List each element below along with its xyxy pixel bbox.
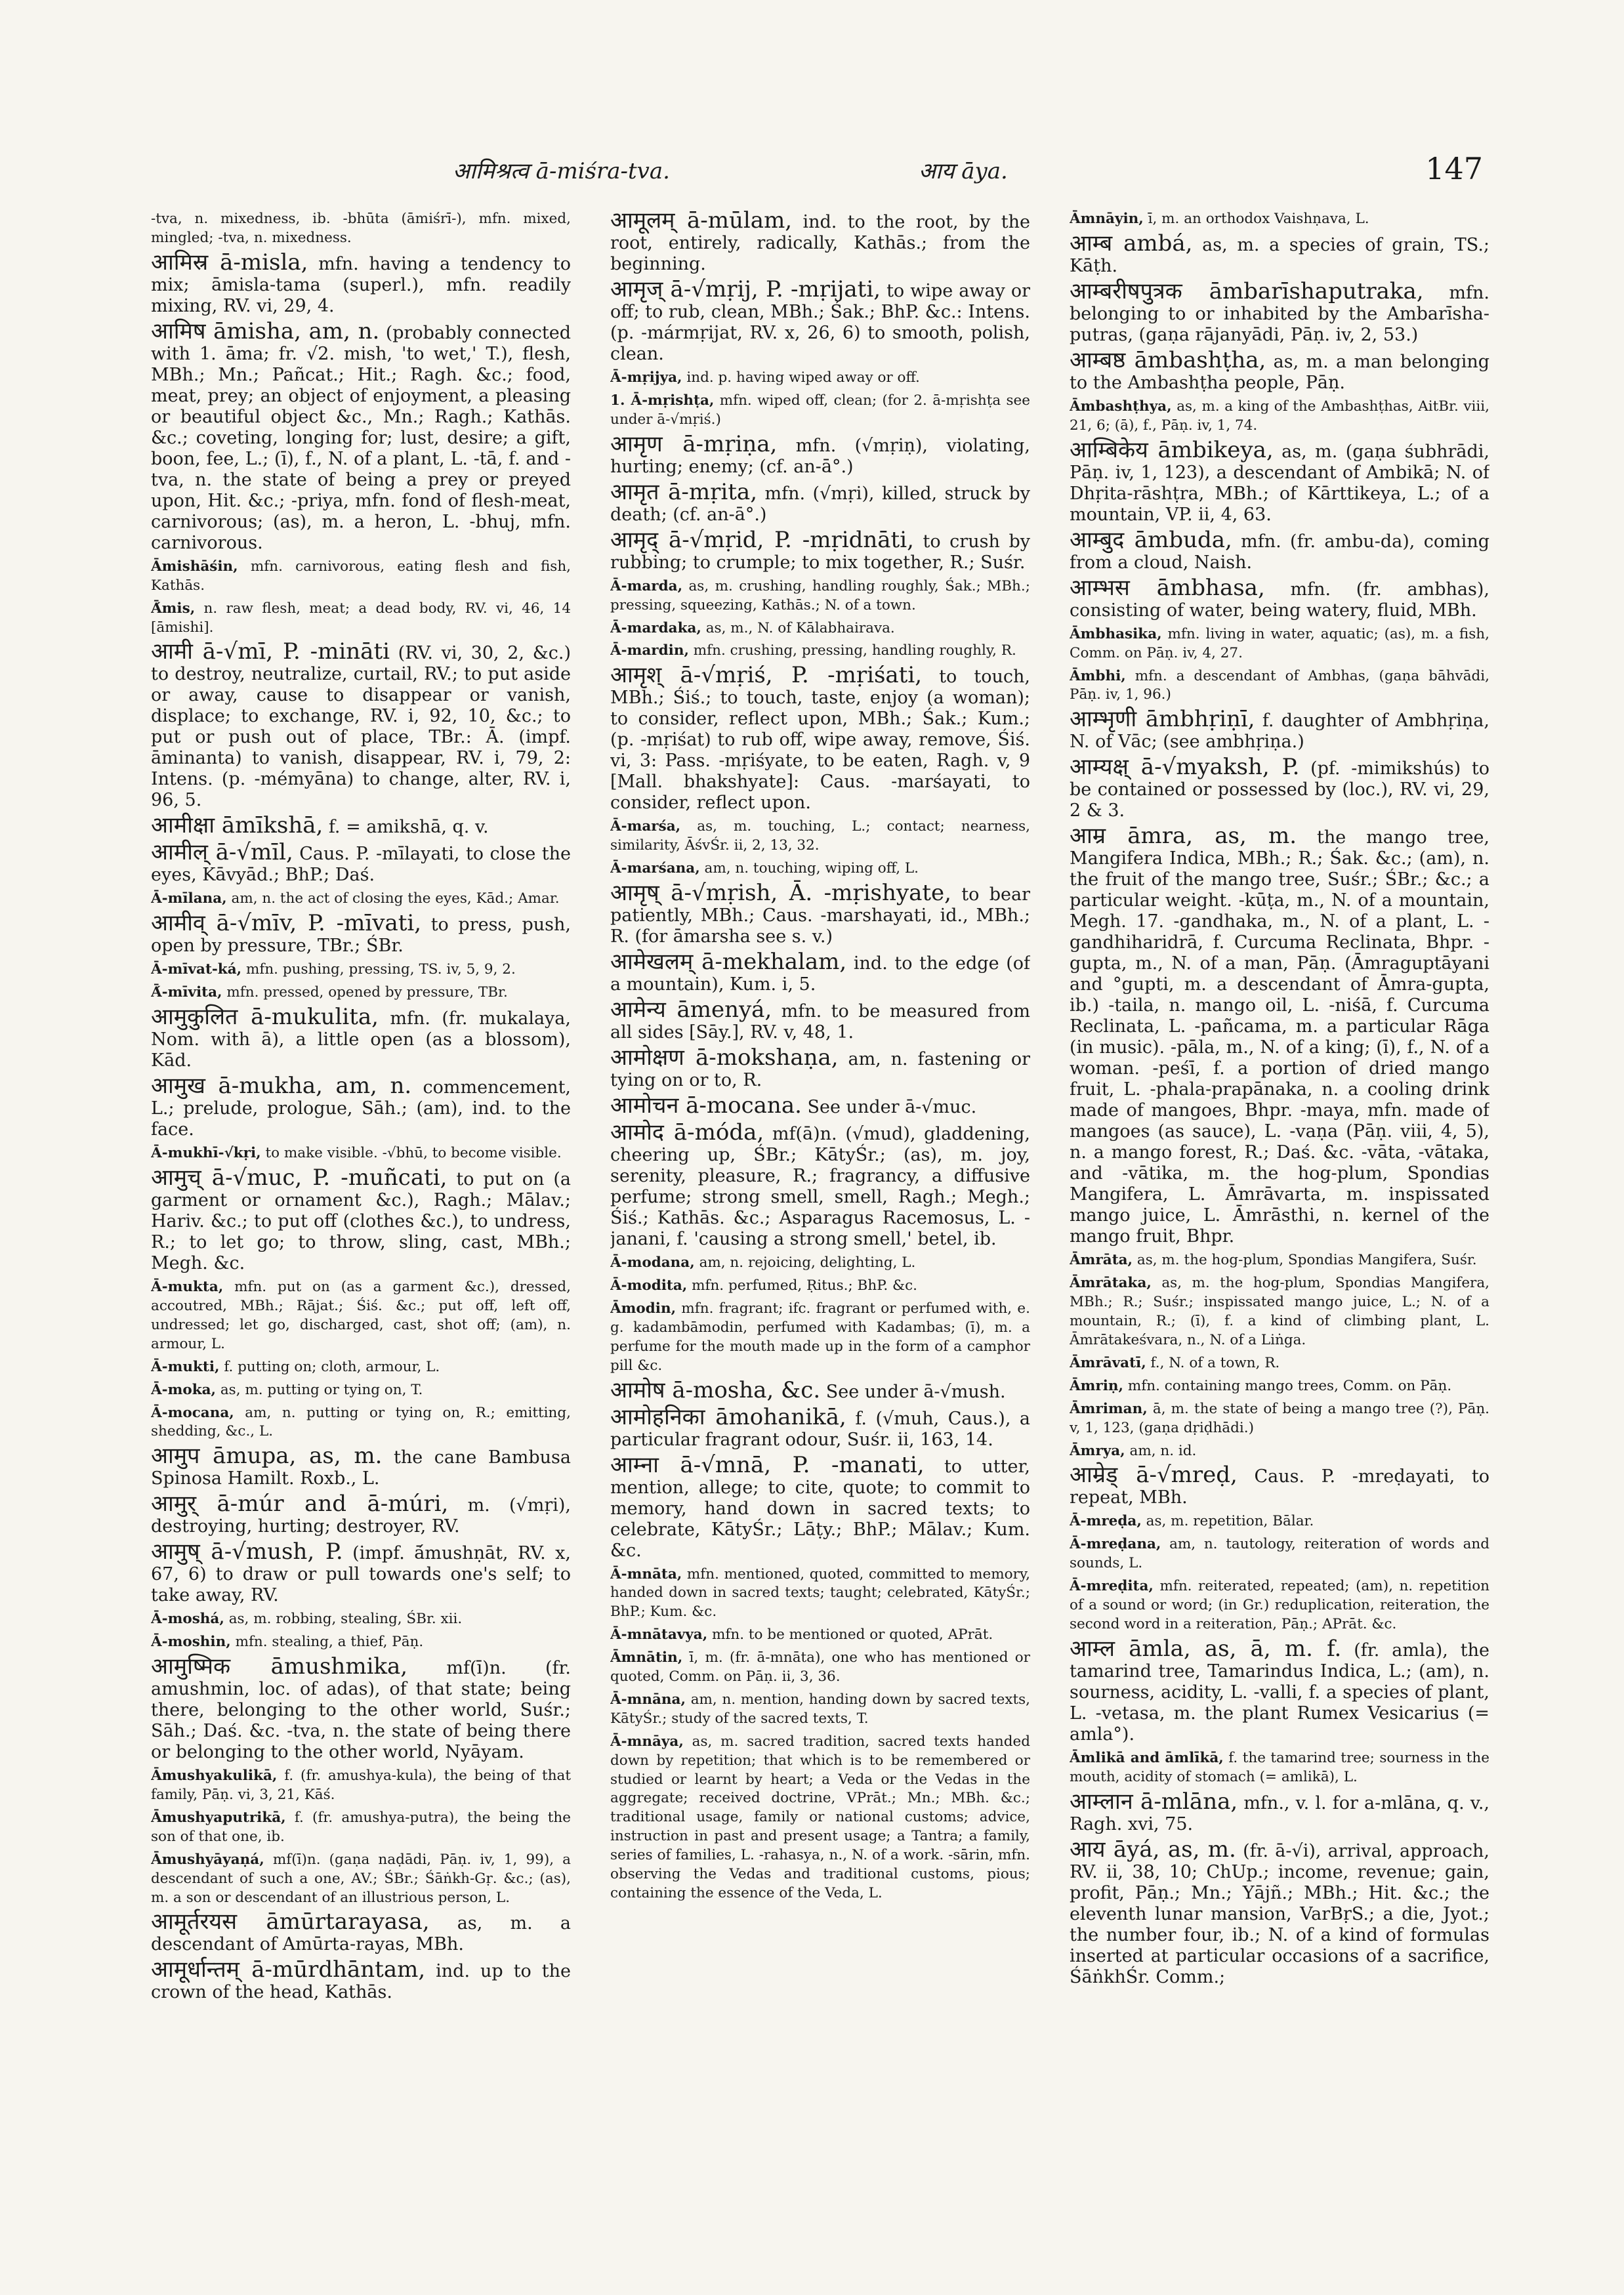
- entry-headword: Ā-mocana,: [151, 1404, 234, 1421]
- entry-headword: आमेन्य āmenyá,: [610, 997, 772, 1023]
- entry-definition: mfn. a descendant of Ambhas, (gaṇa bāhvādi, Pāṇ. iv, 1, 96.): [1070, 667, 1489, 703]
- entry-definition: n. raw flesh, meat; a dead body, RV. vi, 46, 14 [āmishi].: [151, 600, 571, 636]
- entry-headword: Āmushyaputrikā,: [151, 1809, 286, 1826]
- entry-headword: Āmushyāyaṇá,: [151, 1851, 264, 1868]
- dictionary-entry: [151, 812, 571, 839]
- entry-definition: to put on (a garment or ornament &c.), Ragh.; Mālav.; Hariv. &c.; to put off (clothes &c.), to undress, R.; to let go; to throw, sling, cast, MBh.; Megh. &c.: [151, 1169, 571, 1274]
- entry-headword: Ā-mukta,: [151, 1279, 224, 1296]
- entry-headword: आमोक्षण ā-mokshaṇa,: [610, 1044, 839, 1071]
- dictionary-entry: [610, 1300, 1030, 1376]
- entry-definition: am, n. the act of closing the eyes, Kād.; Amar.: [231, 890, 560, 907]
- entry-definition: ind. to the root, by the root, entirely, radically, Kathās.; from the beginning.: [610, 212, 1030, 274]
- dictionary-entry: [151, 839, 571, 886]
- dictionary-entry: [151, 961, 571, 980]
- dictionary-entry: [610, 1626, 1030, 1645]
- entry-definition: as, m. repetition, Bālar.: [1146, 1513, 1314, 1530]
- entry-definition: mfn. (fr. ambu-da), coming from a cloud, Naish.: [1070, 531, 1489, 573]
- entry-definition: am, n. tautology, reiteration of words and sounds, L.: [1070, 1536, 1489, 1572]
- entry-headword: आम्ब ambá,: [1070, 230, 1193, 257]
- dictionary-entry: [151, 558, 571, 596]
- entry-headword: Ā-moshá,: [151, 1611, 224, 1628]
- entry-headword: आम्भस āmbhasa,: [1070, 574, 1265, 601]
- entry-definition: (fr. ā-√i), arrival, approach, RV. ii, 38, 10; ChUp.; income, revenue; gain, profit, Pāṇ.; Mn.; Yājñ.; MBh.; Hit. &c.; the eleventh lunar mansion, VarBṛS.; a die, Jyot.; the number four, ib.; N. of a kind of formulas inserted at particular occasions of a sacrifice, ŚāṅkhŚr. Comm.;: [1070, 1840, 1489, 1987]
- entry-headword: Ā-mnāna,: [610, 1691, 686, 1708]
- entry-definition: the mango tree, Mangifera Indica, MBh.; R.; Śak. &c.; (am), n. the fruit of the mango tree, Suśr.; ŚBr.; &c.; a particular weight. -kūṭa, m., N. of a mountain, Megh. 17. -gandhaka, m., N. of a plant, L. -gandhiharidrā, f. Curcuma Reclinata, Bhpr. -gupta, m., N. of a man, Pāṇ. (Āmraguptāyani and °gupti, m. a descendant of Āmra-gupta, ib.) -taila, n. mango oil, L. -niśā, f. Curcuma Reclinata, L. -pañcama, m. a particular Rāga (in music). -pāla, m., N. of a king; (ī), f., N. of a woman. -peśī, f. a portion of dried mango fruit, L. -phala-prapānaka, n. a cooling drink made of mangoes, Bhpr. -maya, mfn. made of mangoes (as sauce), L. -vaṇa (Pāṇ. viii, 4, 5), n. a mango forest, R.; Daś. &c. -vāta, -vātaka, and -vātika, m. the hog-plum, Spondias Mangifera, L. Āmrāvarta, m. inspissated mango juice, L. Āmrāsthi, n. kernel of the mango fruit, Bhpr.: [1070, 827, 1489, 1247]
- entry-headword: आमिष āmisha, am, n.: [151, 318, 380, 344]
- dictionary-entry: [610, 1403, 1030, 1451]
- entry-headword: Ā-modana,: [610, 1254, 695, 1272]
- entry-definition: mfn. pressed, opened by pressure, TBr.: [226, 984, 508, 1001]
- entry-headword: Āmnātin,: [610, 1649, 683, 1666]
- dictionary-entry: [151, 1381, 571, 1400]
- entry-headword: आमुच् ā-√muc, P. -muñcati,: [151, 1165, 448, 1191]
- entry-headword: आमृत ā-mṛita,: [610, 478, 758, 505]
- entry-definition: as, m. a king of the Ambashṭhas, AitBr. viii, 21, 6; (ā), f., Pāṇ. iv, 1, 74.: [1070, 398, 1489, 434]
- entry-definition: to press, push, open by pressure, TBr.; ŚBr.: [151, 915, 571, 957]
- entry-headword: Āmbashṭhya,: [1070, 398, 1172, 415]
- entry-headword: Āmbhi,: [1070, 667, 1126, 684]
- entry-headword: Āmbhasika,: [1070, 625, 1162, 642]
- dictionary-entry: [1070, 1251, 1489, 1270]
- dictionary-entry: [151, 1493, 571, 1537]
- dictionary-entry: [610, 276, 1030, 365]
- entry-headword: Ā-marśana,: [610, 860, 700, 877]
- entry-definition: ī, m. (fr. ā-mnāta), one who has mentioned or quoted, Comm. on Pāṇ. ii, 3, 36.: [610, 1649, 1030, 1685]
- entry-definition: (fr. amla), the tamarind tree, Tamarindus Indica, L.; (am), n. sourness, acidity, L. -valli, f. a species of plant, L. -vetasa, m. the plant Rumex Vesicarius (= amla°).: [1070, 1640, 1489, 1745]
- dictionary-entry: [151, 1541, 571, 1606]
- entry-headword: Ā-marśa,: [610, 818, 681, 835]
- entry-headword: Āmrāta,: [1070, 1252, 1133, 1269]
- entry-definition: Caus. P. -mīlayati, to close the eyes, Kāvyād.; BhP.; Daś.: [151, 844, 571, 886]
- entry-definition: as, m. a descendant of Amūrta-rayas, MBh.: [151, 1913, 571, 1955]
- entry-definition: mf(ā)n. (√mud), gladdening, cheering up, ŚBr.; KātyŚr.; (as), m. joy, serenity, pleasure, R.; fragrancy, a diffusive perfume; strong smell, smell, Ragh.; Megh.; Śiś.; Kathās. &c.; Asparagus Racemosus, L. -janani, f. 'causing a strong smell,' betel, ib.: [610, 1124, 1030, 1250]
- entry-definition: as, m. a species of grain, TS.; Kāṭh.: [1070, 234, 1489, 276]
- entry-headword: आम्ल āmla, as, ā, m. f.: [1070, 1635, 1342, 1662]
- dictionary-entry: [151, 638, 571, 811]
- entry-headword: Āmishāśin,: [151, 558, 238, 575]
- entry-definition: f. the tamarind tree; sourness in the mouth, acidity of stomach (= amlikā), L.: [1070, 1749, 1489, 1785]
- entry-definition: Caus. P. -mreḍayati, to repeat, MBh.: [1070, 1466, 1489, 1508]
- entry-definition: (impf. ā́mushṇāt, RV. x, 67, 6) to draw or pull towards one's self; to take away, RV.: [151, 1543, 571, 1606]
- entry-headword: Ā-mnāta,: [610, 1565, 682, 1582]
- entry-definition: (pf. -mimikshús) to be contained or possessed by (loc.), RV. vi, 29, 2 & 3.: [1070, 758, 1489, 821]
- entry-headword: आमृद् ā-√mṛid, P. -mṛidnāti,: [610, 526, 914, 553]
- dictionary-entry: [1070, 346, 1489, 394]
- dictionary-entry: [610, 1451, 1030, 1561]
- entry-definition: as, m. crushing, handling roughly, Śak.; MBh.; pressing, squeezing, Kathās.; N. of a town.: [610, 577, 1030, 613]
- dictionary-entry: [1070, 1535, 1489, 1573]
- dictionary-entry: [610, 392, 1030, 430]
- dictionary-entry: [151, 1956, 571, 2003]
- dictionary-entry: [151, 249, 571, 317]
- dictionary-entry: [1070, 825, 1489, 1247]
- dictionary-entry: [610, 526, 1030, 573]
- dictionary-entry: [151, 1445, 571, 1489]
- entry-definition: -tva, n. mixedness, ib. -bhūta (āmiśrī-), mfn. mixed, mingled; -tva, n. mixedness.: [151, 211, 571, 246]
- entry-headword: आमृज् ā-√mṛij, P. -mṛijati,: [610, 276, 881, 302]
- entry-headword: आमृश् ā-√mṛiś, P. -mṛiśati,: [610, 662, 923, 689]
- dictionary-entry: [610, 951, 1030, 995]
- dictionary-entry: [151, 1006, 571, 1071]
- entry-definition: mf(ī)n. (fr. amushmin, loc. of adas), of that state; being there, belonging to the other world, Suśr.; Sāh.; Daś. &c. -tva, n. the state of being there or belonging to the other world, Nyāyam.: [151, 1658, 571, 1763]
- entry-headword: आम्ना ā-√mnā, P. -manati,: [610, 1451, 925, 1478]
- entry-definition: mfn. (fr. ambhas), consisting of water, being watery, fluid, MBh.: [1070, 579, 1489, 621]
- entry-definition: am, n. touching, wiping off, L.: [704, 860, 919, 877]
- entry-definition: mfn. perfumed, Ṛitus.; BhP. &c.: [692, 1277, 917, 1294]
- entry-definition: ind. to the edge (of a mountain), Kum. i, 5.: [610, 953, 1030, 995]
- entry-definition: am, n. rejoicing, delighting, L.: [699, 1254, 916, 1272]
- entry-definition: f. (√muh, Caus.), a particular fragrant odour, Suśr. ii, 163, 14.: [610, 1408, 1030, 1450]
- entry-definition: mfn. fragrant; ifc. fragrant or perfumed with, e. g. kadambāmodin, perfumed with Kadambas; (ī), m. a perfume for the mouth made up in the form of a camphor pill &c.: [610, 1300, 1030, 1374]
- dictionary-entry: [1070, 1400, 1489, 1438]
- dictionary-entry: [1070, 574, 1489, 621]
- dictionary-entry: [610, 210, 1030, 275]
- dictionary-entry: [1070, 1274, 1489, 1350]
- entry-headword: आमूर्धान्तम् ā-mūrdhāntam,: [151, 1956, 426, 1983]
- entry-headword: आमूर्तरयस āmūrtarayasa,: [151, 1909, 430, 1935]
- dictionary-entry: [1070, 1442, 1489, 1461]
- entry-headword: आमुप āmupa, as, m.: [151, 1443, 383, 1470]
- entry-definition: mfn. containing mango trees, Comm. on Pāṇ.: [1127, 1377, 1452, 1394]
- dictionary-entry: [610, 1691, 1030, 1729]
- dictionary-entry: [151, 890, 571, 909]
- entry-headword: आम्भृणी āmbhṛiṇī,: [1070, 706, 1255, 733]
- dictionary-entry: [610, 1376, 1030, 1403]
- dictionary-entry: [151, 1404, 571, 1442]
- entry-definition: mf(ī)n. (gaṇa naḍādi, Pāṇ. iv, 1, 99), a descendant of such a one, AV.; ŚBr.; Śāṅkh-Gṛ. &c.; (as), m. a son or descendant of an illustrious person, L.: [151, 1851, 571, 1906]
- column-1: [151, 210, 571, 2191]
- entry-definition: as, m. a man belonging to the Ambashṭha people, Pāṇ.: [1070, 351, 1489, 393]
- entry-definition: mfn., v. l. for a-mlāna, q. v., Ragh. xvi, 75.: [1070, 1792, 1489, 1834]
- entry-definition: as, m. the hog-plum, Spondias Mangifera, MBh.; R.; Suśr.; inspissated mango juice, L.; N. of a mountain, R.; (ī), f. a kind of climbing plant, L. Āmrātakeśvara, n., N. of a Liṅga.: [1070, 1275, 1489, 1348]
- entry-definition: mfn. belonging to or inhabited by the Ambarīsha-putras, (gaṇa rājanyādi, Pāṇ. iv, 2, 53.): [1070, 282, 1489, 345]
- dictionary-entry: [610, 1649, 1030, 1687]
- dictionary-entry: [610, 619, 1030, 638]
- dictionary-entry: [1070, 278, 1489, 346]
- entry-definition: mfn. to be measured from all sides [Sāy.], RV. v, 48, 1.: [610, 1001, 1030, 1043]
- dictionary-entry: [610, 1733, 1030, 1903]
- running-header: [151, 151, 1483, 197]
- entry-headword: Ā-mīvat-ká,: [151, 961, 242, 978]
- entry-definition: ā, m. the state of being a mango tree (?), Pāṇ. v, 1, 123, (gaṇa dṛiḍhādi.): [1070, 1400, 1489, 1436]
- entry-definition: mfn. reiterated, repeated; (am), n. repetition of a sound or word; (in Gr.) reduplication, reiteration, the second word in a reiteration, Pāṇ.; APrāt. &c.: [1070, 1578, 1489, 1632]
- entry-headword: आमीक्षा āmīkshā,: [151, 812, 323, 839]
- dictionary-entry: [610, 430, 1030, 478]
- dictionary-entry: [1070, 230, 1489, 277]
- entry-definition: mfn. living in water, aquatic; (as), m. a fish, Comm. on Pāṇ. iv, 4, 27.: [1070, 625, 1489, 661]
- dictionary-entry: [1070, 1635, 1489, 1745]
- entry-headword: Āmushyakulikā,: [151, 1768, 278, 1785]
- dictionary-entry: [1070, 398, 1489, 436]
- entry-headword: Āmnāyin,: [1070, 211, 1144, 227]
- entry-definition: (RV. vi, 30, 2, &c.) to destroy, neutralize, curtail, RV.; to put aside or away, cause to disappear or vanish, displace; to exchange, RV. i, 92, 10, &c.; to put or push out of place, TBr.: Ā. (impf. āminanta) to vanish, disappear, RV. i, 79, 2: Intens. (p. -mémyāna) to change, alter, RV. i, 96, 5.: [151, 643, 571, 811]
- entry-definition: am, n. id.: [1129, 1442, 1197, 1459]
- dictionary-entry: [151, 1653, 571, 1763]
- entry-headword: आमी ā-√mī, P. -mināti: [151, 638, 390, 665]
- dictionary-entry: [610, 859, 1030, 879]
- entry-definition: to crush by rubbing; to crumple; to mix together, R.; Suśr.: [610, 531, 1030, 573]
- dictionary-entry: [151, 910, 571, 957]
- entry-headword: आय āyá, as, m.: [1070, 1836, 1236, 1863]
- entry-headword: Āmrātaka,: [1070, 1275, 1152, 1292]
- entry-definition: f. daughter of Ambhṛiṇa, N. of Vāc; (see ambhṛiṇa.): [1070, 711, 1489, 753]
- entry-definition: ī, m. an orthodox Vaishṇava, L.: [1148, 211, 1369, 227]
- dictionary-entry: [151, 600, 571, 638]
- dictionary-entry: [1070, 1749, 1489, 1787]
- entry-headword: Ā-mnāya,: [610, 1733, 684, 1750]
- entry-definition: as, m. touching, L.; contact; nearness, similarity, ĀśvŚr. ii, 2, 13, 32.: [610, 818, 1030, 854]
- entry-headword: आम्बिकेय āmbikeya,: [1070, 436, 1274, 463]
- header-left-guideword: आमिश्रत्व ā-miśra-tva.: [453, 158, 670, 184]
- dictionary-entry: [151, 1167, 571, 1274]
- entry-definition: mfn. mentioned, quoted, committed to memory, handed down in sacred texts; taught; celebrated, KātyŚr.; BhP.; Kum. &c.: [610, 1565, 1030, 1621]
- entry-headword: आमेखलम् ā-mekhalam,: [610, 949, 847, 976]
- dictionary-entry: [610, 662, 1030, 814]
- page-number: 147: [1425, 151, 1483, 186]
- entry-headword: Ā-moshin,: [151, 1634, 231, 1651]
- dictionary-entry: [151, 983, 571, 1003]
- entry-definition: See under ā-√mush.: [825, 1381, 1006, 1402]
- dictionary-entry: [151, 1075, 571, 1140]
- dictionary-entry: [151, 1358, 571, 1377]
- entry-definition: mfn. stealing, a thief, Pāṇ.: [235, 1634, 424, 1651]
- entry-definition: mfn. (√mṛiṇ), violating, hurting; enemy; (cf. an-ā°.): [610, 435, 1030, 477]
- entry-headword: Ā-mardin,: [610, 642, 689, 659]
- entry-definition: as, m. the hog-plum, Spondias Mangifera, Suśr.: [1136, 1252, 1477, 1269]
- entry-definition: See under ā-√muc.: [807, 1097, 977, 1118]
- dictionary-entry: [1070, 1512, 1489, 1531]
- entry-definition: as, m., N. of Kālabhairava.: [705, 619, 895, 636]
- entry-definition: mfn. (√mṛi), killed, struck by death; (cf. an-ā°.): [610, 483, 1030, 525]
- entry-headword: आम्र āmra, as, m.: [1070, 823, 1297, 850]
- entry-definition: f. putting on; cloth, armour, L.: [224, 1358, 440, 1375]
- entry-definition: mfn. carnivorous, eating flesh and fish, Kathās.: [151, 558, 571, 594]
- dictionary-entry: [151, 1767, 571, 1805]
- entry-headword: आमोष ā-mosha, &c.: [610, 1376, 821, 1403]
- entry-definition: f. (fr. amushya-putra), the being the son of that one, ib.: [151, 1809, 571, 1845]
- dictionary-entry: [1070, 667, 1489, 705]
- dictionary-entry: [151, 1278, 571, 1354]
- entry-definition: as, m. sacred tradition, sacred texts handed down by repetition; that which is to be remembered or studied or learnt by heart; a Veda or the Vedas in the aggregate; received doctrine, VPrāt.; Mn.; MBh. &c.; traditional usage, family or national customs; advice, instruction in past and present usage; a Tantra; a family, series of families, L. -rahasya, n., N. of a work. -sārin, mfn. observing the Vedas and traditional customs, pious; containing the essence of the Veda, L.: [610, 1733, 1030, 1901]
- entry-headword: आमील् ā-√mīl,: [151, 839, 293, 866]
- entry-definition: to utter, mention, allege; to cite, quote; to commit to memory, hand down in sacred texts; to celebrate, KātyŚr.; Lāṭy.; BhP.; Mālav.; Kum. &c.: [610, 1456, 1030, 1561]
- entry-headword: Ā-mnātavya,: [610, 1626, 708, 1644]
- dictionary-entry: [1070, 756, 1489, 821]
- entry-headword: Ā-mreḍana,: [1070, 1536, 1161, 1553]
- entry-headword: आमोचन ā-mocana.: [610, 1092, 802, 1119]
- dictionary-entry: [1070, 706, 1489, 753]
- entry-headword: आमुर् ā-múr and ā-múri,: [151, 1491, 449, 1518]
- entry-headword: आमुख ā-mukha, am, n.: [151, 1073, 412, 1100]
- entry-headword: Ā-mṛijya,: [610, 369, 682, 386]
- entry-headword: Āmrāvatī,: [1070, 1354, 1146, 1371]
- entry-definition: mfn. put on (as a garment &c.), dressed, accoutred, MBh.; Rājat.; Śiś. &c.; put off, left off, undressed; let go, discharged, cast, shot off; (am), n. armour, L.: [151, 1279, 571, 1352]
- entry-headword: Ā́-mīvita,: [151, 984, 222, 1001]
- entry-headword: आमूलम् ā-mūlam,: [610, 210, 793, 234]
- dictionary-entry: [610, 577, 1030, 615]
- entry-headword: आमृष् ā-√mṛish, Ā. -mṛishyate,: [610, 880, 951, 907]
- entry-headword: Āmriṇ,: [1070, 1377, 1124, 1394]
- entry-headword: Ā-mukhī-√kṛi,: [151, 1145, 261, 1162]
- dictionary-entry: [1070, 1464, 1489, 1508]
- header-right-guideword: आय āya.: [919, 158, 1008, 184]
- entry-headword: Āmriman,: [1070, 1400, 1148, 1417]
- entry-definition: m. (√mṛi), destroying, hurting; destroyer, RV.: [151, 1495, 571, 1537]
- entry-headword: आम्रेड् ā-√mreḍ,: [1070, 1462, 1238, 1489]
- entry-definition: as, m. robbing, stealing, ŚBr. xii.: [228, 1611, 463, 1628]
- dictionary-entry: [610, 642, 1030, 661]
- dictionary-entry: [610, 1565, 1030, 1623]
- dictionary-entry: [1070, 1788, 1489, 1835]
- dictionary-entry: [610, 1254, 1030, 1273]
- entry-definition: to make visible. -√bhū, to become visible.: [265, 1145, 562, 1162]
- entry-headword: Ā-mreḍa,: [1070, 1513, 1142, 1530]
- column-3: [1070, 210, 1489, 2191]
- entry-definition: mfn. having a tendency to mix; āmisla-tama (superl.), mfn. readily mixing, RV. vi, 29, 4.: [151, 253, 571, 316]
- entry-definition: mfn. crushing, pressing, handling roughly, R.: [693, 642, 1016, 659]
- entry-headword: आमुष्मिक āmushmika,: [151, 1653, 408, 1680]
- entry-definition: mfn. pushing, pressing, TS. iv, 5, 9, 2.: [245, 961, 516, 978]
- entry-headword: Ā-moka,: [151, 1381, 217, 1398]
- dictionary-entry: [1070, 526, 1489, 573]
- entry-definition: mfn. (fr. mukalaya, Nom. with ā), a little open (as a blossom), Kād.: [151, 1008, 571, 1071]
- entry-headword: आम्यक्ष् ā-√myaksh, P.: [1070, 754, 1300, 781]
- column-2: [610, 210, 1030, 2191]
- entry-definition: to wipe away or off; to rub, clean, MBh.; Śak.; BhP. &c.: Intens. (p. -mármṛijat, RV. x, 26, 6) to smooth, polish, clean.: [610, 281, 1030, 364]
- entry-definition: ind. up to the crown of the head, Kathās.: [151, 1961, 571, 2003]
- dictionary-entry: [1070, 1836, 1489, 1988]
- entry-headword: Ā-modita,: [610, 1277, 688, 1294]
- dictionary-entry: [1070, 625, 1489, 663]
- dictionary-columns: [151, 210, 1489, 2191]
- entry-headword: Ā-mardaka,: [610, 619, 701, 636]
- entry-headword: आमिस्र ā-misla,: [151, 249, 308, 276]
- entry-headword: Ā-mukti,: [151, 1358, 220, 1375]
- entry-definition: mfn. to be mentioned or quoted, APrāt.: [712, 1626, 993, 1644]
- dictionary-entry: [610, 882, 1030, 947]
- dictionary-entry: [151, 1144, 571, 1163]
- entry-headword: Ā-mreḍita,: [1070, 1578, 1154, 1595]
- dictionary-entry: [610, 999, 1030, 1043]
- entry-definition: the cane Bambusa Spinosa Hamilt. Roxb., L.: [151, 1447, 571, 1489]
- entry-headword: आम्बरीषपुत्रक āmbarīshaputraka,: [1070, 278, 1424, 304]
- entry-definition: (probably connected with 1. āma; fr. √2. mish, 'to wet,' T.), flesh, MBh.; Mn.; Pañcat.; Hit.; Ragh. &c.; food, meat, prey; an object of enjoyment, a pleasing or beautiful object &c., Mn.; Ragh.; Kathās. &c.; coveting, longing for; lust, desire; a gift, boon, fee, L.; (ī), f., N. of a plant, L. -tā, f. and -tva, n. the state of being a prey or preyed upon, Hit. &c.; -priya, mfn. fond of flesh-meat, carnivorous; (as), m. a heron, L. -bhuj, mfn. carnivorous.: [151, 322, 571, 553]
- dictionary-entry: [151, 1911, 571, 1955]
- dictionary-entry: [610, 817, 1030, 856]
- entry-headword: आमीव् ā-√mīv, P. -mīvati,: [151, 910, 422, 937]
- dictionary-entry: [151, 1633, 571, 1652]
- entry-definition: am, n. fastening or tying on or to, R.: [610, 1049, 1030, 1091]
- dictionary-entry: [1070, 436, 1489, 526]
- dictionary-entry: [1070, 1577, 1489, 1634]
- entry-headword: आम्बुद āmbuda,: [1070, 526, 1232, 553]
- entry-definition: f. (fr. amushya-kula), the being of that family, Pāṇ. vi, 3, 21, Kāś.: [151, 1768, 571, 1804]
- dictionary-entry: [151, 1610, 571, 1629]
- dictionary-entry: [610, 1119, 1030, 1250]
- entry-definition: ind. p. having wiped away or off.: [686, 369, 920, 386]
- dictionary-entry: [151, 1851, 571, 1908]
- dictionary-entry: [1070, 210, 1489, 229]
- entry-definition: as, m. putting or tying on, T.: [220, 1381, 423, 1398]
- entry-headword: Āmlikā and āmlīkā,: [1070, 1749, 1224, 1766]
- dictionary-entry: [151, 318, 571, 554]
- dictionary-entry: [610, 478, 1030, 526]
- entry-headword: आमृण ā-mṛiṇa,: [610, 430, 778, 457]
- entry-definition: f., N. of a town, R.: [1150, 1354, 1280, 1371]
- dictionary-entry: [610, 1277, 1030, 1296]
- entry-headword: Ā-marda,: [610, 577, 683, 594]
- entry-definition: am, n. mention, handing down by sacred texts, KātyŚr.; study of the sacred texts, T.: [610, 1691, 1030, 1727]
- entry-headword: आमुष् ā-√mush, P.: [151, 1539, 343, 1565]
- dictionary-entry: [1070, 1354, 1489, 1373]
- dictionary-entry: [610, 1044, 1030, 1091]
- dictionary-entry: [151, 1809, 571, 1847]
- entry-headword: आम्लान ā-mlāna,: [1070, 1788, 1238, 1815]
- entry-headword: आम्बष्ठ āmbashṭha,: [1070, 346, 1266, 373]
- dictionary-entry: [1070, 1377, 1489, 1396]
- dictionary-entry: [610, 1092, 1030, 1119]
- entry-headword: आमोहनिका āmohanikā,: [610, 1403, 846, 1430]
- entry-definition: as, m. (gaṇa śubhrādi, Pāṇ. iv, 1, 123), a descendant of Ambikā; N. of Dhṛita-rāshṭra, MBh.; of Kārttikeya, L.; of a mountain, VP. ii, 4, 63.: [1070, 441, 1489, 525]
- entry-headword: आमुकुलित ā-mukulita,: [151, 1004, 379, 1031]
- entry-definition: mfn. wiped off, clean; (for 2. ā-mṛishṭa see under ā-√mṛiś.): [610, 392, 1030, 428]
- dictionary-entry: [151, 210, 571, 248]
- dictionary-entry: [610, 369, 1030, 388]
- entry-headword: 1. Ā-mṛishṭa,: [610, 392, 715, 409]
- entry-headword: Ā́mis,: [151, 600, 196, 617]
- entry-headword: Āmodin,: [610, 1300, 677, 1317]
- entry-definition: am, n. putting or tying on, R.; emitting, shedding, &c., L.: [151, 1404, 571, 1440]
- entry-definition: to bear patiently, MBh.; Caus. -marshayati, id., MBh.; R. (for āmarsha see s. v.): [610, 884, 1030, 947]
- entry-definition: to touch, MBh.; Śiś.; to touch, taste, enjoy (a woman); to consider, reflect upon, MBh.; Śak.; Kum.; (p. -mṛiśat) to rub off, wipe away, remove, Śiś. vi, 3: Pass. -mṛiśyate, to be eaten, Ragh. v, 9 [Mall. bhakshyate]: Caus. -marśayati, to consider, reflect upon.: [610, 667, 1030, 814]
- entry-headword: आमोद ā-móda,: [610, 1119, 764, 1146]
- entry-definition: commencement, L.; prelude, prologue, Sāh.; (am), ind. to the face.: [151, 1077, 571, 1140]
- entry-headword: Ā-mīlana,: [151, 890, 227, 907]
- entry-headword: Āmrya,: [1070, 1442, 1125, 1459]
- entry-definition: f. = amikshā, q. v.: [328, 817, 489, 838]
